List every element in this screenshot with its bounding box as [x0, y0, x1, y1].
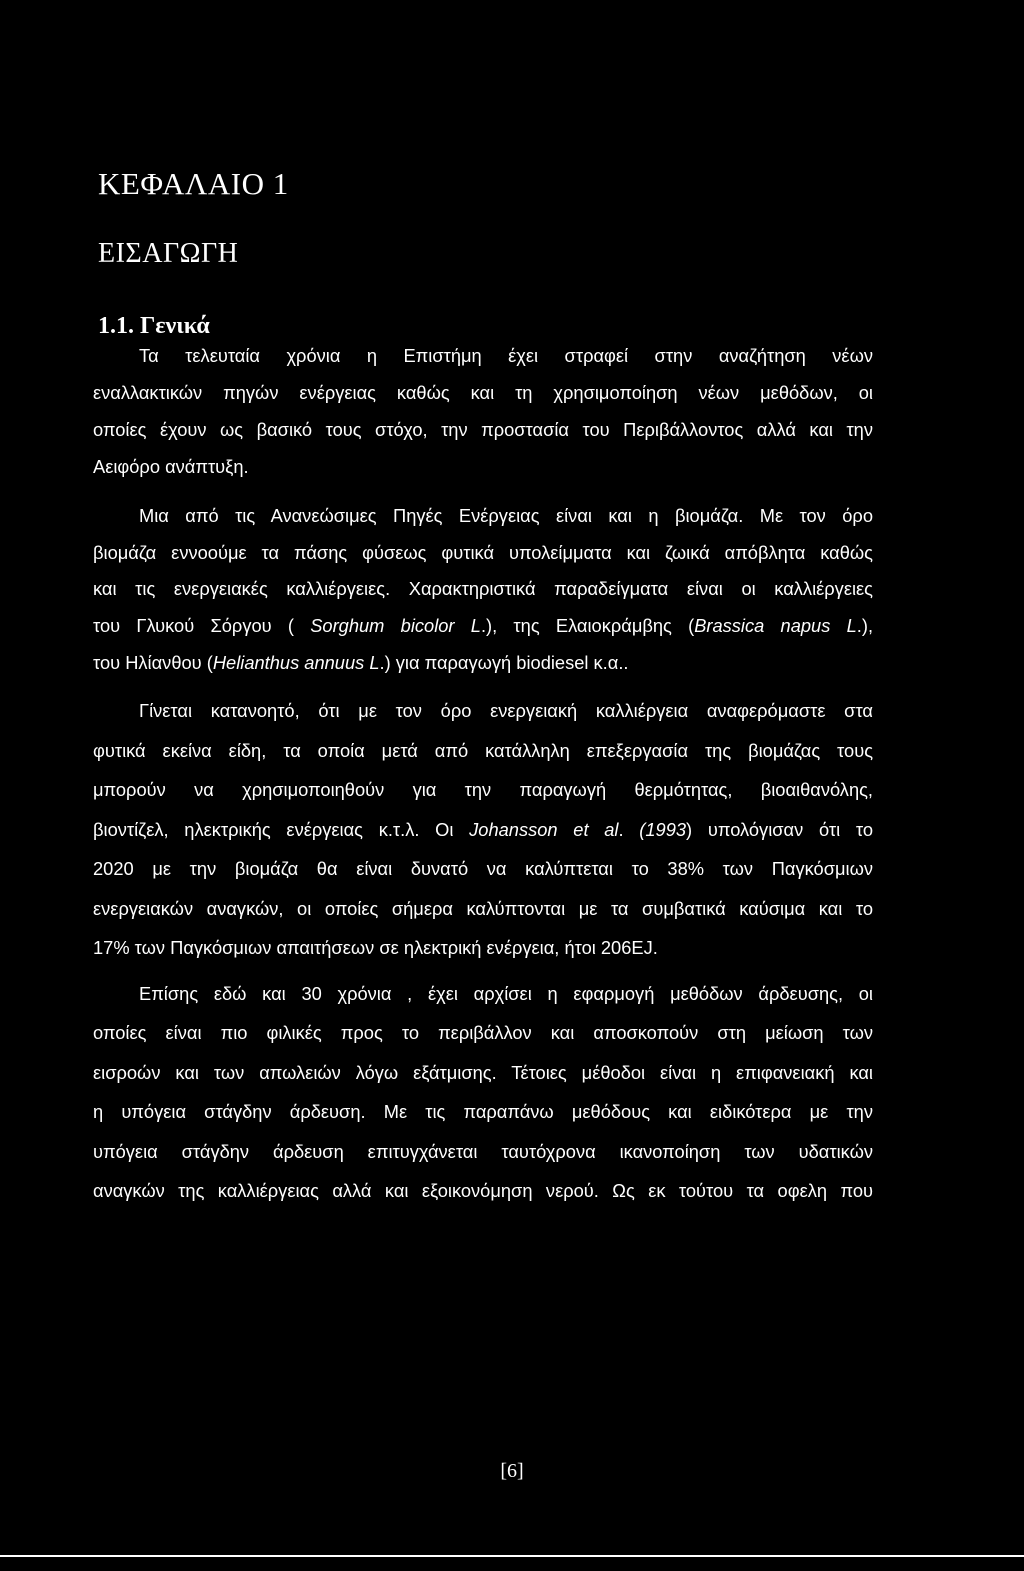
text-line: μπορούν να χρησιμοποιηθούν για την παραγωγή θερμότητας, βιοαιθανόλης,	[93, 779, 873, 801]
text-line: εναλλακτικών πηγών ενέργειας καθώς και τη χρησιμοποίηση νέων μεθόδων, οι	[93, 381, 873, 403]
text-run: .), της Ελαιοκράμβης (	[480, 615, 695, 637]
citation-year: (1993	[639, 818, 687, 840]
text-line: και τις ενεργειακές καλλιέργειες. Χαρακτηριστικά παραδείγματα είναι οι καλλιέργειες	[93, 578, 873, 600]
paragraph-1	[93, 338, 873, 486]
text-line: οποίες έχουν ως βασικό τους στόχο, την προστασία του Περιβάλλοντος αλλά και την	[93, 418, 873, 440]
text-line: βιομάζα εννοούμε τα πάσης φύσεως φυτικά υπολείμματα και ζωικά απόβλητα καθώς	[93, 541, 873, 563]
text-line	[93, 608, 873, 645]
text-run: του Ηλίανθου (	[93, 652, 213, 674]
text-line: εισροών και των απωλειών λόγω εξάτμισης. Τέτοιες μέθοδοι είναι η επιφανειακή και	[93, 1061, 873, 1083]
text-line: ενεργειακών αναγκών, οι οποίες σήμερα καλύπτονται με τα συμβατικά καύσιμα και το	[93, 897, 873, 919]
text-run: ) υπολόγισαν ότι το	[686, 818, 873, 840]
text-line: Γίνεται κατανοητό, ότι με τον όρο ενεργειακή καλλιέργεια αναφερόμαστε στα	[139, 700, 873, 722]
text-line: αναγκών της καλλιέργειας αλλά και εξοικονόμηση νερού. Ως εκ τούτου τα οφελη που	[93, 1180, 873, 1202]
chapter-title: ΚΕΦΑΛΑΙΟ 1	[98, 166, 289, 201]
document-body	[93, 338, 873, 1211]
text-line: η υπόγεια στάγδην άρδευση. Με τις παραπάνω μεθόδους και ειδικότερα με την	[93, 1101, 873, 1123]
species-name: Brassica napus L	[694, 615, 857, 637]
text-line: οποίες είναι πιο φιλικές προς το περιβάλλον και αποσκοπούν στη μείωση των	[93, 1022, 873, 1044]
text-run: βιοντίζελ, ηλεκτρικής ενέργειας κ.τ.λ. Οι	[93, 818, 470, 840]
text-line: 17% των Παγκόσμιων απαιτήσεων σε ηλεκτρική ενέργεια, ήτοι 206EJ.	[93, 937, 658, 959]
text-line	[93, 645, 873, 682]
species-name: Sorghum bicolor L	[310, 615, 481, 637]
species-name: Helianthus annuus L	[212, 652, 380, 674]
citation-authors: Johansson et al	[469, 818, 619, 840]
text-line: Επίσης εδώ και 30 χρόνια , έχει αρχίσει η εφαρμογή μεθόδων άρδευσης, οι	[139, 982, 873, 1004]
text-line: Αειφόρο ανάπτυξη.	[93, 455, 249, 477]
footer-rule	[0, 1555, 1024, 1557]
text-line: υπόγεια στάγδην άρδευση επιτυγχάνεται ταυτόχρονα ικανοποίηση των υδατικών	[93, 1140, 873, 1162]
page-number: [6]	[500, 1460, 524, 1482]
text-line: φυτικά εκείνα είδη, τα οποία μετά από κατάλληλη επεξεργασία της βιομάζας τους	[93, 739, 873, 761]
text-line: 2020 με την βιομάζα θα είναι δυνατό να καλύπτεται το 38% των Παγκόσμιων	[93, 858, 873, 880]
section-heading: 1.1. Γενικά	[98, 313, 210, 339]
text-run: .	[618, 818, 640, 840]
paragraph-3	[93, 691, 873, 968]
text-run: .) για παραγωγή biodiesel κ.α..	[379, 652, 629, 674]
text-line: Τα τελευταία χρόνια η Επιστήμη έχει στραφεί στην αναζήτηση νέων	[139, 345, 873, 366]
paragraph-2	[93, 498, 873, 683]
text-line: Μια από τις Ανανεώσιμες Πηγές Ενέργειας είναι και η βιομάζα. Με τον όρο	[139, 504, 873, 526]
text-run: .),	[856, 615, 874, 637]
chapter-subtitle: ΕΙΣΑΓΩΓΗ	[98, 238, 239, 269]
paragraph-4	[93, 974, 873, 1211]
text-line	[93, 810, 873, 850]
text-run: του Γλυκού Σόργου (	[93, 615, 311, 637]
